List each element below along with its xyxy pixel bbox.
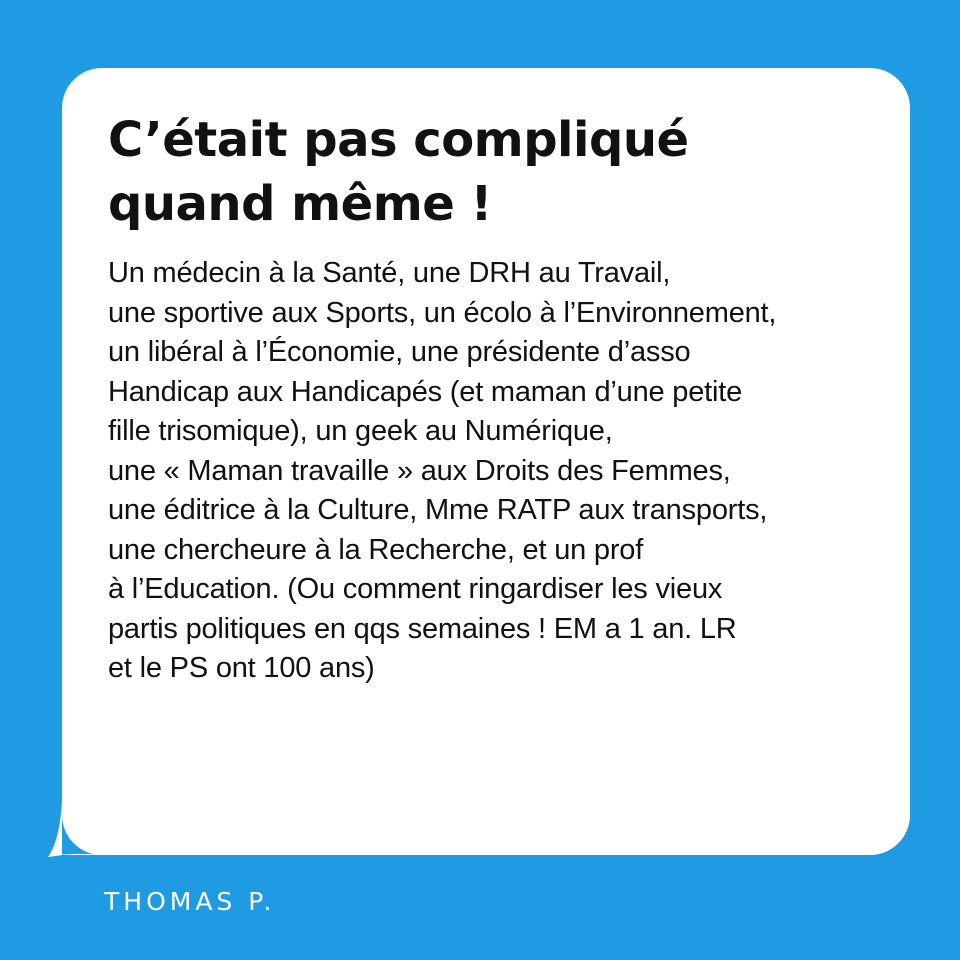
quote-body-line: à l’Education. (Ou comment ringardiser les vieux bbox=[108, 573, 723, 605]
quote-title-line: quand même ! bbox=[108, 176, 492, 232]
quote-title-line: C’était pas compliqué bbox=[108, 112, 689, 168]
quote-body-line: un libéral à l’Économie, une présidente d’asso bbox=[108, 336, 691, 368]
quote-body-line: une sportive aux Sports, un écolo à l’Environnement, bbox=[108, 296, 777, 329]
quote-body-line: et le PS ont 100 ans) bbox=[108, 652, 375, 684]
quote-body-line: Handicap aux Handicapés (et maman d’une petite bbox=[108, 375, 743, 408]
author-name: THOMAS P. bbox=[104, 887, 276, 916]
quote-body-line: une chercheure à la Recherche, et un prof bbox=[108, 533, 644, 566]
quote-body bbox=[108, 254, 888, 689]
quote-body-line: partis politiques en qqs semaines ! EM a 1 an. LR bbox=[108, 612, 737, 645]
quote-body-line: fille trisomique), un geek au Numérique, bbox=[108, 415, 613, 447]
quote-body-line: Un médecin à la Santé, une DRH au Travail, bbox=[108, 257, 671, 289]
quote-body-line: une « Maman travaille » aux Droits des Femmes, bbox=[108, 454, 731, 487]
quote-title bbox=[108, 108, 888, 236]
quote-body-line: une éditrice à la Culture, Mme RATP aux transports, bbox=[108, 494, 768, 526]
